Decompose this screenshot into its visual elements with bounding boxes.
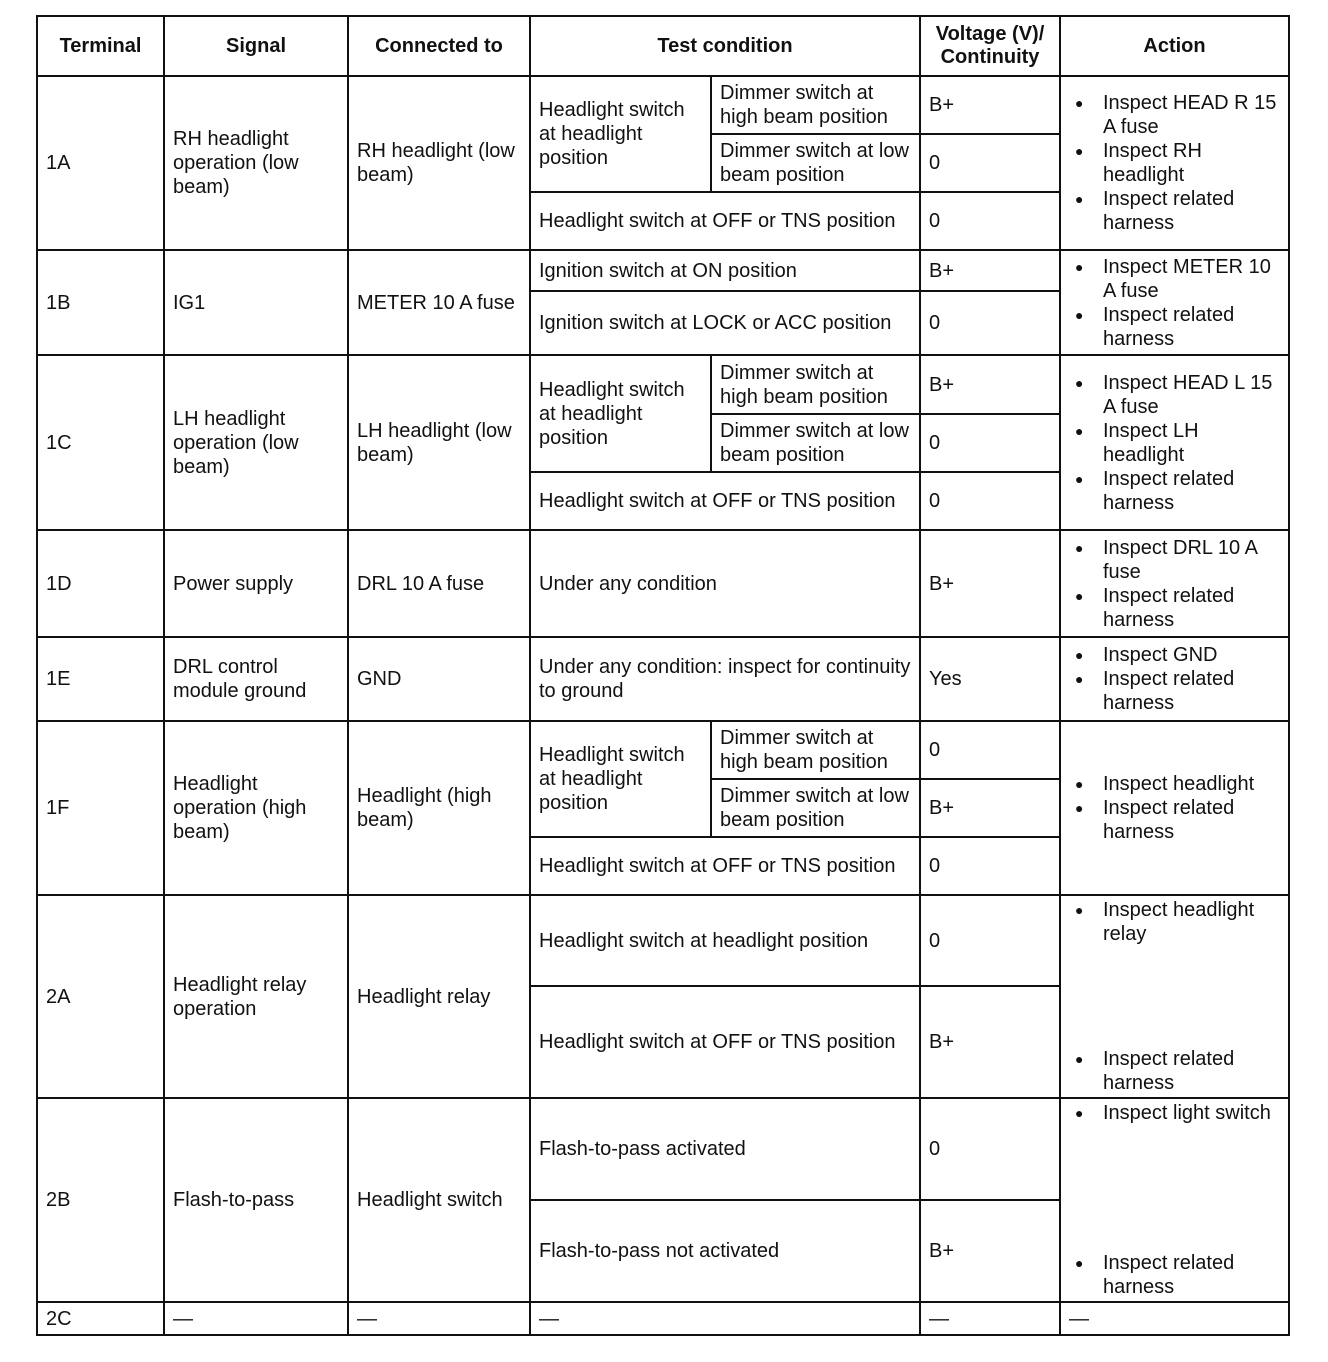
header-signal: Signal — [164, 16, 348, 76]
table-row — [37, 895, 1289, 986]
action-item: ● Inspect related harness — [1069, 467, 1280, 515]
table-row — [37, 1302, 1289, 1335]
connected-cell: — — [348, 1302, 530, 1335]
condition-cell: Ignition switch at LOCK or ACC position — [530, 291, 920, 355]
action-item: ● Inspect related harness — [1069, 584, 1280, 632]
signal-cell: DRL control module ground — [164, 637, 348, 721]
terminal-cell: 1E — [37, 637, 164, 721]
voltage-cell: Yes — [920, 637, 1060, 721]
terminal-table — [36, 15, 1290, 1336]
condition-cell: Headlight switch at headlight position — [530, 355, 711, 472]
condition-sub-cell: Dimmer switch at low beam position — [711, 779, 920, 837]
condition-cell: Headlight switch at headlight position — [530, 895, 920, 986]
table-row — [37, 355, 1289, 414]
action-cell: — — [1060, 1302, 1289, 1335]
action-cell — [1060, 637, 1289, 721]
action-item: ● Inspect LH headlight — [1069, 419, 1280, 467]
signal-cell: Power supply — [164, 530, 348, 637]
condition-cell: Headlight switch at OFF or TNS position — [530, 472, 920, 530]
table-row — [37, 76, 1289, 134]
terminal-cell: 1A — [37, 76, 164, 250]
voltage-cell: B+ — [920, 1200, 1060, 1302]
voltage-cell: B+ — [920, 355, 1060, 414]
voltage-cell: — — [920, 1302, 1060, 1335]
action-item: ● Inspect DRL 10 A fuse — [1069, 536, 1280, 584]
table-row — [37, 721, 1289, 779]
action-item: ● Inspect HEAD R 15 A fuse — [1069, 91, 1280, 139]
header-terminal: Terminal — [37, 16, 164, 76]
action-item: ● Inspect headlight relay — [1069, 898, 1280, 946]
condition-sub-cell: Dimmer switch at low beam position — [711, 134, 920, 192]
voltage-cell: B+ — [920, 986, 1060, 1098]
connected-cell: Headlight switch — [348, 1098, 530, 1302]
action-cell — [1060, 76, 1289, 250]
condition-sub-cell: Dimmer switch at low beam position — [711, 414, 920, 472]
action-item: ● Inspect light switch — [1069, 1101, 1280, 1125]
action-item: ● Inspect related harness — [1069, 303, 1280, 351]
voltage-cell: 0 — [920, 1098, 1060, 1200]
header-connected-to: Connected to — [348, 16, 530, 76]
terminal-cell: 2A — [37, 895, 164, 1098]
action-item: ● Inspect HEAD L 15 A fuse — [1069, 371, 1280, 419]
action-item: ● Inspect related harness — [1069, 796, 1280, 844]
terminal-cell: 1F — [37, 721, 164, 895]
signal-cell: Headlight operation (high beam) — [164, 721, 348, 895]
table-row — [37, 1098, 1289, 1200]
voltage-cell: 0 — [920, 291, 1060, 355]
condition-sub-cell: Dimmer switch at high beam position — [711, 355, 920, 414]
condition-cell: Headlight switch at OFF or TNS position — [530, 986, 920, 1098]
condition-cell: Headlight switch at headlight position — [530, 76, 711, 192]
condition-sub-cell: Dimmer switch at high beam position — [711, 721, 920, 779]
connected-cell: Headlight relay — [348, 895, 530, 1098]
signal-cell: RH headlight operation (low beam) — [164, 76, 348, 250]
connected-cell: LH headlight (low beam) — [348, 355, 530, 530]
action-cell — [1060, 530, 1289, 637]
voltage-cell: B+ — [920, 779, 1060, 837]
connected-cell: METER 10 A fuse — [348, 250, 530, 355]
action-cell — [1060, 895, 1289, 1098]
voltage-cell: 0 — [920, 134, 1060, 192]
signal-cell: Headlight relay operation — [164, 895, 348, 1098]
action-item: ● Inspect METER 10 A fuse — [1069, 255, 1280, 303]
connected-cell: DRL 10 A fuse — [348, 530, 530, 637]
action-item: ● Inspect RH headlight — [1069, 139, 1280, 187]
terminal-cell: 1B — [37, 250, 164, 355]
action-cell — [1060, 355, 1289, 530]
voltage-cell: 0 — [920, 895, 1060, 986]
header-row — [37, 16, 1289, 76]
condition-cell: Flash-to-pass not activated — [530, 1200, 920, 1302]
signal-cell: IG1 — [164, 250, 348, 355]
action-item: ● Inspect related harness — [1069, 187, 1280, 235]
terminal-cell: 1C — [37, 355, 164, 530]
voltage-cell: 0 — [920, 192, 1060, 250]
action-item: ● Inspect headlight — [1069, 772, 1280, 796]
action-cell — [1060, 1098, 1289, 1302]
action-item: ● Inspect related harness — [1069, 1047, 1280, 1095]
condition-cell: Headlight switch at OFF or TNS position — [530, 192, 920, 250]
signal-cell: — — [164, 1302, 348, 1335]
voltage-cell: 0 — [920, 721, 1060, 779]
action-cell — [1060, 250, 1289, 355]
header-voltage: Voltage (V)/ Continuity — [920, 16, 1060, 76]
action-cell — [1060, 721, 1289, 895]
signal-cell: LH headlight operation (low beam) — [164, 355, 348, 530]
table-row — [37, 530, 1289, 637]
condition-cell: Under any condition: inspect for continuity to ground — [530, 637, 920, 721]
condition-cell: Headlight switch at OFF or TNS position — [530, 837, 920, 895]
action-item: ● Inspect related harness — [1069, 667, 1280, 715]
connected-cell: GND — [348, 637, 530, 721]
voltage-cell: B+ — [920, 530, 1060, 637]
terminal-cell: 1D — [37, 530, 164, 637]
header-test-condition: Test condition — [530, 16, 920, 76]
connected-cell: Headlight (high beam) — [348, 721, 530, 895]
voltage-cell: B+ — [920, 250, 1060, 291]
condition-cell: — — [530, 1302, 920, 1335]
condition-cell: Headlight switch at headlight position — [530, 721, 711, 837]
voltage-cell: 0 — [920, 472, 1060, 530]
connected-cell: RH headlight (low beam) — [348, 76, 530, 250]
signal-cell: Flash-to-pass — [164, 1098, 348, 1302]
condition-cell: Flash-to-pass activated — [530, 1098, 920, 1200]
voltage-cell: 0 — [920, 414, 1060, 472]
action-item: ● Inspect related harness — [1069, 1251, 1280, 1299]
condition-cell: Under any condition — [530, 530, 920, 637]
terminal-cell: 2C — [37, 1302, 164, 1335]
condition-sub-cell: Dimmer switch at high beam position — [711, 76, 920, 134]
condition-cell: Ignition switch at ON position — [530, 250, 920, 291]
voltage-cell: 0 — [920, 837, 1060, 895]
action-item: ● Inspect GND — [1069, 643, 1280, 667]
table-row — [37, 637, 1289, 721]
table-row — [37, 250, 1289, 291]
header-action: Action — [1060, 16, 1289, 76]
terminal-cell: 2B — [37, 1098, 164, 1302]
voltage-cell: B+ — [920, 76, 1060, 134]
